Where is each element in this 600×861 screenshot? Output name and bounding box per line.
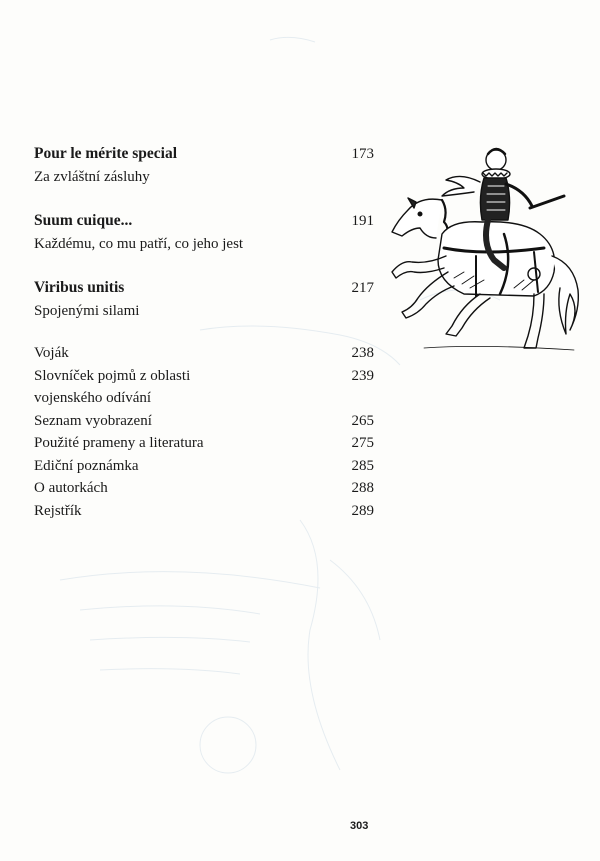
section-title: Suum cuique...	[34, 212, 133, 229]
section-subtitle: Za zvláštní zásluhy	[34, 168, 150, 185]
entry-label: Rejstřík	[34, 502, 82, 519]
page-ref: 239	[351, 367, 374, 384]
toc-entry[interactable]	[34, 410, 374, 433]
entry-label: Použité prameny a literatura	[34, 435, 204, 451]
toc-section-heading[interactable]	[34, 277, 374, 300]
page-number: 303	[350, 820, 369, 832]
page-ref: 275	[351, 435, 374, 451]
toc-section-heading[interactable]	[34, 210, 374, 233]
entry-label: Seznam vyobrazení	[34, 412, 152, 429]
toc-entry[interactable]	[34, 455, 374, 478]
toc-entry[interactable]	[34, 477, 374, 500]
entry-label: vojenského odívání	[34, 390, 152, 406]
entry-label: Slovníček pojmů z oblasti	[34, 367, 191, 384]
entry-label: Ediční poznámka	[34, 457, 139, 474]
entry-label: O autorkách	[34, 480, 108, 496]
toc-entry-continuation	[34, 387, 374, 410]
page-ref: 288	[351, 480, 374, 496]
toc-section-heading[interactable]	[34, 143, 374, 166]
page-ref: 265	[351, 412, 374, 429]
entry-label: Voják	[34, 345, 69, 361]
page-ref: 191	[351, 213, 374, 229]
toc-entry[interactable]	[34, 500, 374, 523]
toc-entry[interactable]	[34, 432, 374, 455]
table-of-contents	[34, 143, 374, 522]
page-ref: 285	[351, 457, 374, 474]
page-ref: 289	[351, 502, 374, 519]
page-ref: 238	[351, 345, 374, 361]
section-subtitle: Každému, co mu patří, co jeho jest	[34, 235, 244, 252]
section-title: Pour le mérite special	[34, 145, 178, 162]
page-ref: 217	[351, 280, 374, 296]
toc-entry[interactable]	[34, 365, 374, 388]
mounted-cavalier-engraving-icon	[384, 138, 584, 360]
page-ref: 173	[351, 146, 374, 162]
toc-entry[interactable]	[34, 342, 374, 365]
section-subtitle: Spojenými silami	[34, 302, 140, 319]
section-title: Viribus unitis	[34, 279, 125, 296]
